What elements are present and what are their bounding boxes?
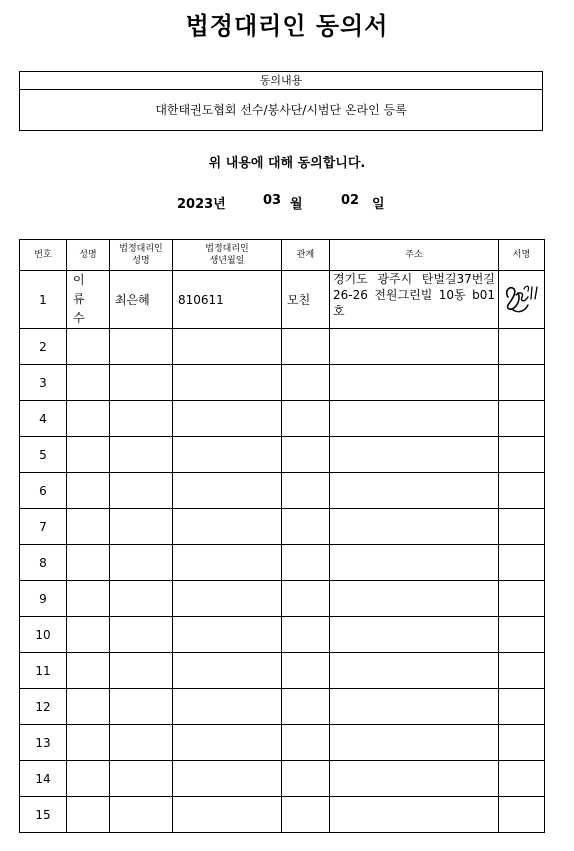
table-row	[20, 617, 545, 653]
relation	[282, 581, 330, 617]
guardian-name	[110, 437, 173, 473]
guardian-name	[110, 689, 173, 725]
handwritten-signature	[502, 275, 542, 321]
participant-name	[67, 509, 110, 545]
header-relation: 관계	[282, 240, 330, 271]
address	[330, 689, 499, 725]
signature-cell	[499, 761, 545, 797]
row-number: 15	[20, 797, 67, 833]
guardian-name	[110, 365, 173, 401]
signature-cell	[499, 473, 545, 509]
document-title: 법정대리인 동의서	[185, 11, 389, 40]
header-guardian-birth	[173, 240, 282, 271]
consent-content: 대한태권도협회 선수/봉사단/시범단 온라인 등록	[155, 103, 407, 117]
relation	[282, 545, 330, 581]
guardian-birthdate	[173, 761, 282, 797]
address	[330, 509, 499, 545]
date-day-unit: 일	[372, 197, 385, 212]
guardian-roster-table	[19, 239, 545, 833]
relation	[282, 761, 330, 797]
signature-cell	[499, 271, 545, 329]
address	[330, 545, 499, 581]
guardian-name	[110, 509, 173, 545]
address: 경기도 광주시 탄벌길37번길 26-26 전원그린빌 10동 b01호	[330, 271, 499, 329]
guardian-birthdate	[173, 329, 282, 365]
row-number: 7	[20, 509, 67, 545]
signature-cell	[499, 689, 545, 725]
guardian-birthdate	[173, 725, 282, 761]
address	[330, 797, 499, 833]
table-row	[20, 473, 545, 509]
address	[330, 437, 499, 473]
guardian-birthdate: 810611	[173, 271, 282, 329]
guardian-name	[110, 653, 173, 689]
guardian-birthdate	[173, 437, 282, 473]
agreement-statement: 위 내용에 대해 동의합니다.	[208, 156, 366, 171]
address	[330, 365, 499, 401]
row-number: 3	[20, 365, 67, 401]
signature-cell	[499, 401, 545, 437]
relation	[282, 473, 330, 509]
guardian-name	[110, 761, 173, 797]
guardian-name	[110, 797, 173, 833]
participant-name	[67, 437, 110, 473]
consent-header: 동의내용	[20, 72, 542, 90]
header-guardian-name-line1: 법정대리인	[119, 244, 163, 254]
signature-cell	[499, 365, 545, 401]
header-name: 성명	[67, 240, 110, 271]
signature-cell	[499, 617, 545, 653]
header-guardian-birth-line2: 생년월일	[209, 256, 245, 266]
guardian-birthdate	[173, 473, 282, 509]
address	[330, 329, 499, 365]
header-guardian-name	[110, 240, 173, 271]
signature-cell	[499, 329, 545, 365]
guardian-name	[110, 401, 173, 437]
relation	[282, 617, 330, 653]
table-header-row	[20, 240, 545, 271]
guardian-name	[110, 473, 173, 509]
header-no: 번호	[20, 240, 67, 271]
guardian-birthdate	[173, 509, 282, 545]
address	[330, 473, 499, 509]
table-row	[20, 365, 545, 401]
relation	[282, 653, 330, 689]
row-number: 9	[20, 581, 67, 617]
signature-cell	[499, 509, 545, 545]
guardian-birthdate	[173, 581, 282, 617]
row-number: 12	[20, 689, 67, 725]
participant-name	[67, 365, 110, 401]
consent-box	[19, 71, 543, 131]
table-row	[20, 329, 545, 365]
guardian-name	[110, 725, 173, 761]
relation	[282, 797, 330, 833]
guardian-name	[110, 545, 173, 581]
header-guardian-birth-line1: 법정대리인	[205, 244, 249, 254]
address	[330, 617, 499, 653]
participant-name	[67, 545, 110, 581]
table-row	[20, 797, 545, 833]
date-year: 2023년	[177, 197, 226, 212]
guardian-name	[110, 329, 173, 365]
table-row	[20, 653, 545, 689]
table-row	[20, 401, 545, 437]
row-number: 1	[20, 271, 67, 329]
relation: 모친	[282, 271, 330, 329]
guardian-name	[110, 617, 173, 653]
date-day: 02	[341, 193, 360, 208]
date-month: 03	[263, 193, 282, 208]
relation	[282, 401, 330, 437]
table-row	[20, 761, 545, 797]
table-row	[20, 437, 545, 473]
participant-name	[67, 761, 110, 797]
relation	[282, 509, 330, 545]
address	[330, 581, 499, 617]
participant-name	[67, 473, 110, 509]
row-number: 10	[20, 617, 67, 653]
signature-cell	[499, 653, 545, 689]
participant-name	[67, 617, 110, 653]
table-row	[20, 509, 545, 545]
address	[330, 725, 499, 761]
date-month-unit: 월	[290, 197, 303, 212]
header-guardian-name-line2: 성명	[132, 256, 150, 266]
guardian-birthdate	[173, 797, 282, 833]
row-number: 4	[20, 401, 67, 437]
relation	[282, 365, 330, 401]
participant-name	[67, 725, 110, 761]
table-row	[20, 725, 545, 761]
row-number: 8	[20, 545, 67, 581]
guardian-name: 최은혜	[110, 271, 173, 329]
guardian-birthdate	[173, 545, 282, 581]
participant-name	[67, 797, 110, 833]
address	[330, 761, 499, 797]
participant-name	[67, 329, 110, 365]
row-number: 5	[20, 437, 67, 473]
table-row	[20, 581, 545, 617]
address	[330, 653, 499, 689]
header-signature: 서명	[499, 240, 545, 271]
relation	[282, 689, 330, 725]
table-row	[20, 545, 545, 581]
row-number: 6	[20, 473, 67, 509]
relation	[282, 437, 330, 473]
signature-cell	[499, 725, 545, 761]
table-row	[20, 689, 545, 725]
row-number: 13	[20, 725, 67, 761]
participant-name	[67, 581, 110, 617]
relation	[282, 329, 330, 365]
row-number: 14	[20, 761, 67, 797]
guardian-name	[110, 581, 173, 617]
signature-cell	[499, 437, 545, 473]
header-address: 주소	[330, 240, 499, 271]
guardian-birthdate	[173, 653, 282, 689]
row-number: 2	[20, 329, 67, 365]
guardian-birthdate	[173, 401, 282, 437]
signature-cell	[499, 797, 545, 833]
guardian-birthdate	[173, 689, 282, 725]
guardian-birthdate	[173, 365, 282, 401]
table-row	[20, 271, 545, 329]
row-number: 11	[20, 653, 67, 689]
participant-name	[67, 653, 110, 689]
relation	[282, 725, 330, 761]
participant-name	[67, 401, 110, 437]
address	[330, 401, 499, 437]
participant-name: 이 류 수	[67, 271, 110, 329]
guardian-birthdate	[173, 617, 282, 653]
signature-cell	[499, 545, 545, 581]
signature-cell	[499, 581, 545, 617]
participant-name	[67, 689, 110, 725]
